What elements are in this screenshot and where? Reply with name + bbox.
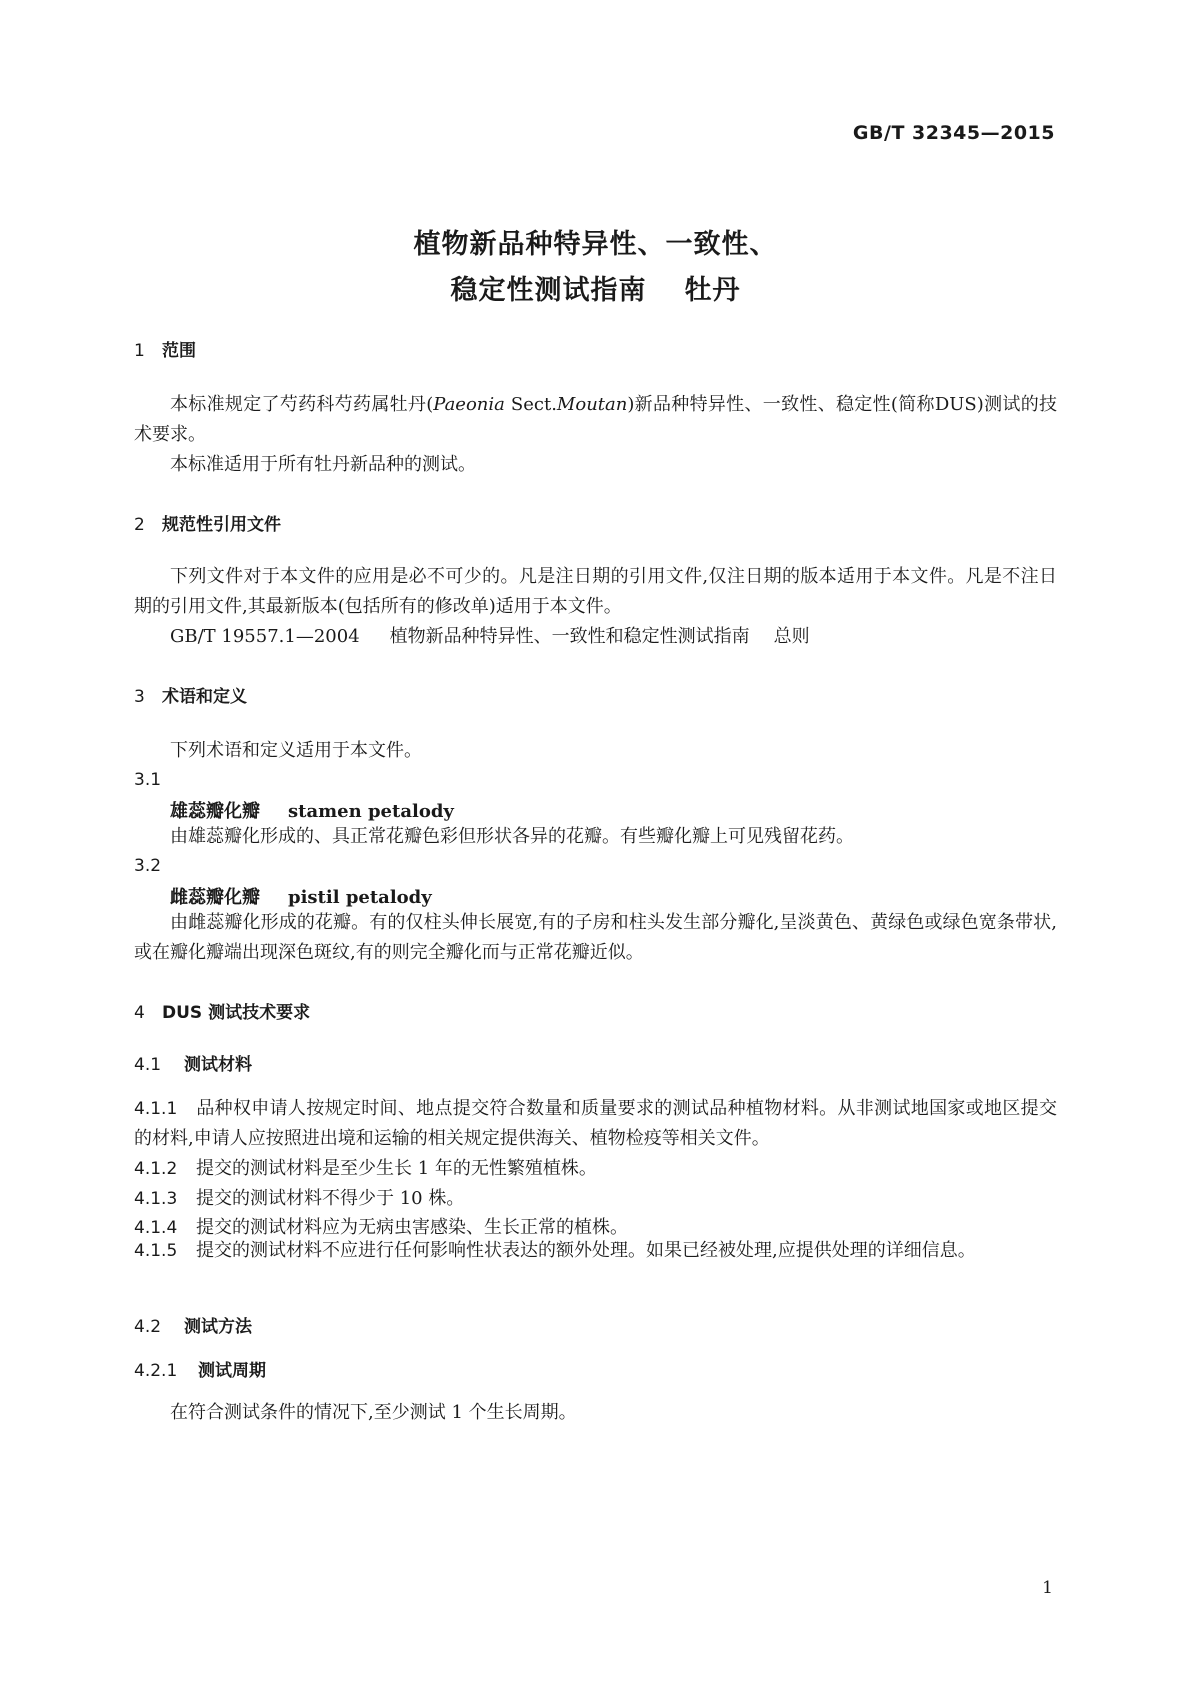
section-2-heading [134,510,281,535]
reference-title: 植物新品种特异性、一致性和稳定性测试指南 [389,626,750,647]
clause-4-2-1-body [134,1398,1057,1428]
section-title: 范围 [162,341,196,361]
clause-4-1-2 [134,1154,597,1180]
section-number: 4.1 [134,1055,162,1075]
section-3-intro [134,736,1057,766]
paragraph: 下列文件对于本文件的应用是必不可少的。凡是注日期的引用文件,仅注日期的版本适用于本文件。凡是不注日期的引用文件,其最新版本(包括所有的修改单)适用于本文件。 [134,566,1057,617]
section-number: 2 [134,515,145,535]
clause-4-1-3 [134,1184,464,1210]
title-line-1: 植物新品种特异性、一致性、 [413,229,778,260]
term-number: 3.2 [134,856,162,876]
text: Sect. [504,394,557,415]
paragraph [134,390,1057,450]
term-chinese: 雌蕊瓣化瓣 [170,887,260,908]
title-line-2 [0,268,1191,314]
section-title: DUS 测试技术要求 [162,1003,311,1023]
section-4-heading [134,998,310,1023]
clause-text: 品种权申请人按规定时间、地点提交符合数量和质量要求的测试品种植物材料。从非测试地国家或地区提交的材料,申请人应按照进出境和运输的相关规定提供海关、植物检疫等相关文件。 [134,1098,1057,1149]
section-4-1-heading [134,1050,252,1075]
text: )新品种特异性、一致性、稳定性(简称DUS)测试的技术要求。 [134,394,1057,445]
document-title [0,222,1191,314]
title-line-2-main: 稳定性测试指南 [450,275,647,306]
page-number: 1 [1042,1578,1053,1598]
reference-part: 总则 [773,626,810,647]
section-3-heading [134,682,247,707]
clause-text: 提交的测试材料不得少于 10 株。 [196,1188,465,1209]
term-definition [134,908,1057,968]
section-4-2-1-heading [134,1356,266,1381]
section-title: 术语和定义 [162,687,247,707]
clause-number: 4.1.1 [134,1099,178,1119]
title-line-2-subject: 牡丹 [684,275,741,306]
clause-number: 4.1.5 [134,1241,178,1261]
section-number: 4.2.1 [134,1361,178,1381]
standard-code: GB/T 32345—2015 [852,122,1055,144]
clause-4-1-1 [134,1094,1057,1154]
clause-text: 提交的测试材料不应进行任何影响性状表达的额外处理。如果已经被处理,应提供处理的详细信息。 [196,1240,976,1261]
section-number: 1 [134,341,145,361]
section-title: 测试周期 [198,1361,266,1381]
section-1-body [134,390,1057,480]
term-definition [134,822,1057,852]
clause-number: 4.1.2 [134,1159,178,1179]
paragraph: 由雌蕊瓣化形成的花瓣。有的仅柱头伸长展宽,有的子房和柱头发生部分瓣化,呈淡黄色、黄绿色或绿色宽条带状,或在瓣化瓣端出现深色斑纹,有的则完全瓣化而与正常花瓣近似。 [134,912,1057,963]
paragraph [134,1094,1057,1154]
latin-name: Moutan [556,394,628,415]
clause-text: 提交的测试材料应为无病虫害感染、生长正常的植株。 [196,1217,628,1238]
term-chinese: 雄蕊瓣化瓣 [170,801,260,822]
section-number: 4.2 [134,1317,162,1337]
term-number: 3.1 [134,770,162,790]
clause-number: 4.1.4 [134,1218,178,1238]
term-english: pistil petalody [288,887,432,908]
normative-reference [170,622,810,648]
latin-name: Paeonia [433,394,505,415]
paragraph: 在符合测试条件的情况下,至少测试 1 个生长周期。 [170,1402,577,1423]
text: 本标准规定了芍药科芍药属牡丹( [170,394,434,415]
term-english: stamen petalody [288,801,454,822]
paragraph [134,1236,1057,1266]
section-4-2-heading [134,1312,252,1337]
section-number: 4 [134,1003,145,1023]
section-2-body [134,562,1057,622]
section-number: 3 [134,687,145,707]
section-1-heading [134,336,196,361]
paragraph: 本标准适用于所有牡丹新品种的测试。 [170,454,476,475]
term-heading [170,797,454,823]
section-title: 测试方法 [184,1317,252,1337]
section-title: 测试材料 [184,1055,252,1075]
clause-text: 提交的测试材料是至少生长 1 年的无性繁殖植株。 [196,1158,597,1179]
paragraph: 由雄蕊瓣化形成的、具正常花瓣色彩但形状各异的花瓣。有些瓣化瓣上可见残留花药。 [170,826,854,847]
reference-code: GB/T 19557.1—2004 [170,626,360,647]
paragraph: 下列术语和定义适用于本文件。 [170,740,422,761]
clause-4-1-5 [134,1236,1057,1266]
term-heading [170,883,432,909]
clause-number: 4.1.3 [134,1189,178,1209]
section-title: 规范性引用文件 [162,515,281,535]
